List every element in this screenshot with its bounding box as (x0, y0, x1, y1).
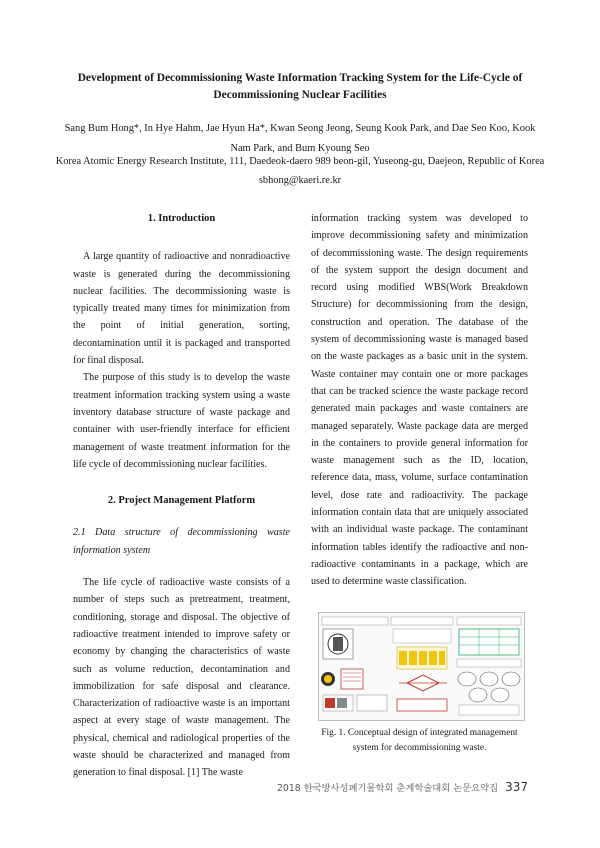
intro-paragraph-1: A large quantity of radioactive and nonradioactive waste is generated during the decommissioning nuclear facilities. The decommissioning waste is typically treated many times for minimization from the point of initial generation, sorting, decontamination until it is packaged and transported for final disposal. (73, 251, 290, 367)
paper-affiliation: Korea Atomic Energy Research Institute, 111, Daedeok-daero 989 beon-gil, Yuseong-gu, Daejeon, Republic of Korea (55, 156, 545, 167)
right-column (311, 210, 528, 591)
conference-name: 2018 한국방사성폐기물학회 춘계학술대회 논문요약집 (277, 783, 499, 794)
figure-caption: Fig. 1. Conceptual design of integrated management system for decommissioning waste. (321, 728, 518, 753)
figure-diagram (319, 613, 524, 720)
page-number: 337 (505, 780, 528, 794)
intro-paragraph-2: The purpose of this study is to develop the waste treatment information tracking system using a waste inventory database structure of waste package and container with user-friendly interface for efficient management of waste treatment information for the life cycle of decommissioning nuclear facilities. (73, 372, 290, 470)
right-column-paragraph: information tracking system was developed to improve decommissioning safety and minimization of decommissioning waste. The design requirements of the system support the design document and record using modified WBS(Work Breakdown Structure) for decommissioning from the design, construction and operation. The database of the system of decommissioning waste is managed based on the waste packages as a basic unit in the system. Waste container may contain one or more packages that can be tracked science the waste package record generated main packages and waste containers are managed separately. Waste package data are merged in the containers to provide general information for waste management such as the ID, location, reference data, mass, volume, surface contamination level, dose rate and radioactivity. The package information contain data that are uniquely associated with an individual waste package. The contaminant information tables identify the radioactive and non-radioactive contaminants in a package, which are used to determine waste classification. (311, 213, 528, 588)
subsection-heading: 2.1 Data structure of decommissioning waste information system (73, 527, 290, 556)
section-heading-project-management: 2. Project Management Platform (107, 495, 256, 507)
left-column (73, 210, 290, 782)
paper-title: Development of Decommissioning Waste Information Tracking System for the Life-Cycle of Decommissioning Nuclear Facilities (77, 72, 523, 101)
figure-conceptual-design (318, 612, 525, 721)
page-footer (277, 780, 528, 794)
section-heading-introduction: 1. Introduction (147, 213, 216, 224)
project-management-paragraph: The life cycle of radioactive waste consists of a number of steps such as pretreatment, treatment, conditioning, storage and disposal. The objective of radioactive treatment intended to improve safety or economy by changing the characteristics of waste such as volume reduction, decontamination and immobilization for safe disposal and clearance. Characterization of radioactive waste is an important aspect at every stage of waste management. The physical, chemical and radiological properties of the waste should be characterized and managed from generation to final disposal. [1] The waste (73, 577, 290, 779)
author-email: sbhong@kaeri.re.kr (258, 175, 342, 186)
paper-authors: Sang Bum Hong*, In Hye Hahm, Jae Hyun Ha*, Kwan Seong Jeong, Seung Kook Park, and Dae Seo Koo, Kook Nam Park, and Bum Kyoung Seo (64, 123, 536, 154)
